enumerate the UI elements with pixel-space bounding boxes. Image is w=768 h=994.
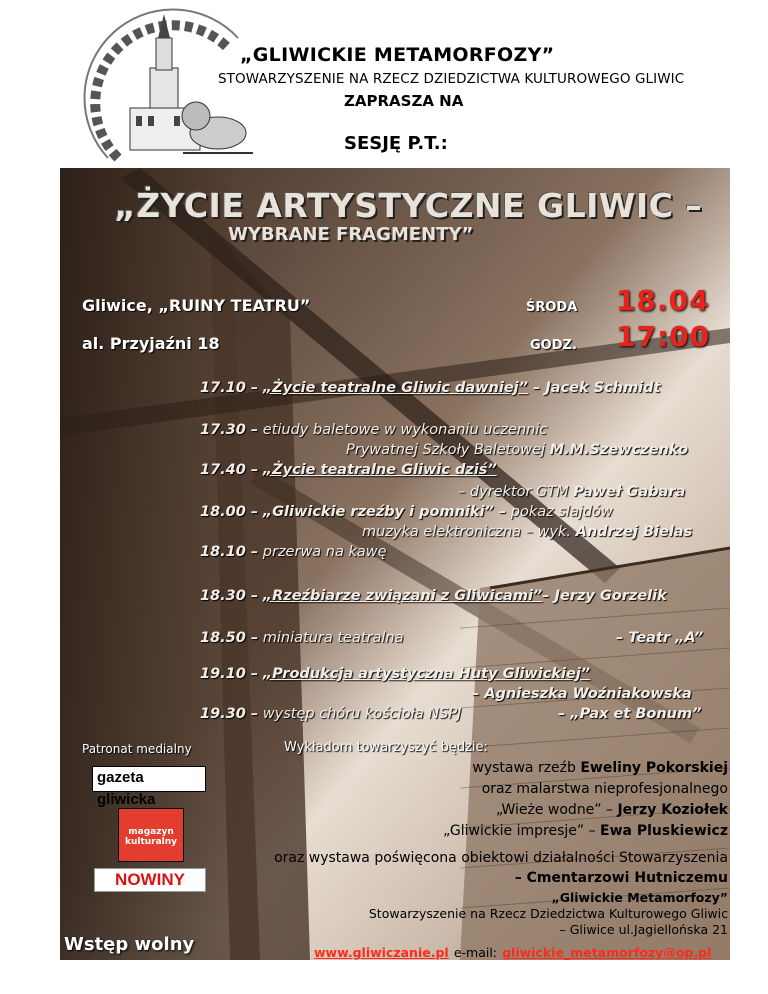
association-address: – Gliwice ul.Jagiellońska 21	[559, 922, 728, 937]
poster-subtitle: WYBRANE FRAGMENTY”	[228, 224, 474, 245]
gazeta-gliwicka-logo: gazeta gliwicka	[92, 766, 206, 792]
exhibit-line: – Cmentarzowi Hutniczemu	[514, 870, 728, 886]
exhibit-line: oraz malarstwa nieprofesjonalnego	[481, 781, 728, 797]
program-item: 17.10 – „Życie teatralne Gliwic dawniej” – Jacek Schmidt	[200, 380, 661, 396]
exhibits-intro: Wykładom towarzyszyć będzie:	[284, 740, 488, 755]
program-item-performer: – Teatr „A”	[616, 630, 704, 646]
program-item: 19.10 – „Produkcja artystyczna Huty Gliwickiej”	[200, 666, 591, 682]
program-item: 18.30 – „Rzeźbiarze związani z Gliwicami”– Jerzy Gorzelik	[200, 588, 667, 604]
association-full-name: Stowarzyszenie na Rzecz Dziedzictwa Kulturowego Gliwic	[368, 906, 728, 921]
program-item-cont: – dyrektor GTM Paweł Gabara	[458, 484, 686, 500]
poster-photo	[60, 168, 730, 960]
event-time: 17:00	[616, 320, 711, 353]
program-item-cont: Prywatnej Szkoły Baletowej M.M.Szewczenko	[346, 442, 688, 458]
program-item: 18.00 – „Gliwickie rzeźby i pomniki” – pokaz slajdów	[200, 504, 613, 520]
free-entry: Wstęp wolny	[64, 934, 195, 955]
exhibit-line: wystawa rzeźb Eweliny Pokorskiej	[472, 760, 728, 776]
poster-title: „ŻYCIE ARTYSTYCZNE GLIWIC –	[114, 186, 703, 225]
invite-text: ZAPRASZA NA	[344, 92, 464, 110]
nowiny-logo: NOWINY	[94, 868, 206, 892]
event-date: 18.04	[616, 284, 710, 317]
venue: Gliwice, „RUINY TEATRU”	[82, 296, 311, 315]
program-item-cont: – Agnieszka Woźniakowska	[472, 686, 692, 702]
program-item: 18.50 – miniatura teatralna	[200, 630, 404, 646]
email-link[interactable]: gliwickie_metamorfozy@op.pl	[502, 945, 712, 960]
time-label: GODZ.	[530, 338, 577, 353]
program-item: 18.10 – przerwa na kawę	[200, 544, 387, 560]
exhibit-line: „Wieże wodne” – Jerzy Koziołek	[495, 802, 728, 818]
program-item-performer: – „Pax et Bonum”	[558, 706, 702, 722]
association-logo	[78, 8, 258, 168]
session-label: SESJĘ P.T.:	[344, 133, 448, 154]
media-patronage-label: Patronat medialny	[82, 742, 192, 756]
day-label: ŚRODA	[526, 300, 578, 315]
venue-address: al. Przyjaźni 18	[82, 334, 220, 353]
program-item: 17.40 – „Życie teatralne Gliwic dziś”	[200, 462, 497, 478]
association-name: „GLIWICKIE METAMORFOZY”	[240, 44, 555, 66]
exhibit-line: oraz wystawa poświęcona obiektowi działalności Stowarzyszenia	[274, 850, 728, 866]
program-item: 19.30 – występ chóru kościoła NSPJ	[200, 706, 462, 722]
footer-contact: www.gliwiczanie.pl e-mail: gliwickie_metamorfozy@op.pl	[314, 945, 712, 960]
website-link[interactable]: www.gliwiczanie.pl	[314, 945, 449, 960]
exhibit-line: „Gliwickie impresje” – Ewa Pluskiewicz	[443, 823, 728, 839]
magazyn-kulturalny-logo: magazyn kulturalny	[118, 808, 184, 862]
program-item: 17.30 – etiudy baletowe w wykonaniu uczennic	[200, 422, 548, 438]
association-subtitle: STOWARZYSZENIE NA RZECZ DZIEDZICTWA KULTUROWEGO GLIWIC	[218, 71, 685, 87]
program-item-cont: muzyka elektroniczna – wyk. Andrzej Bielas	[362, 524, 693, 540]
association-name-footer: „Gliwickie Metamorfozy”	[551, 890, 728, 905]
